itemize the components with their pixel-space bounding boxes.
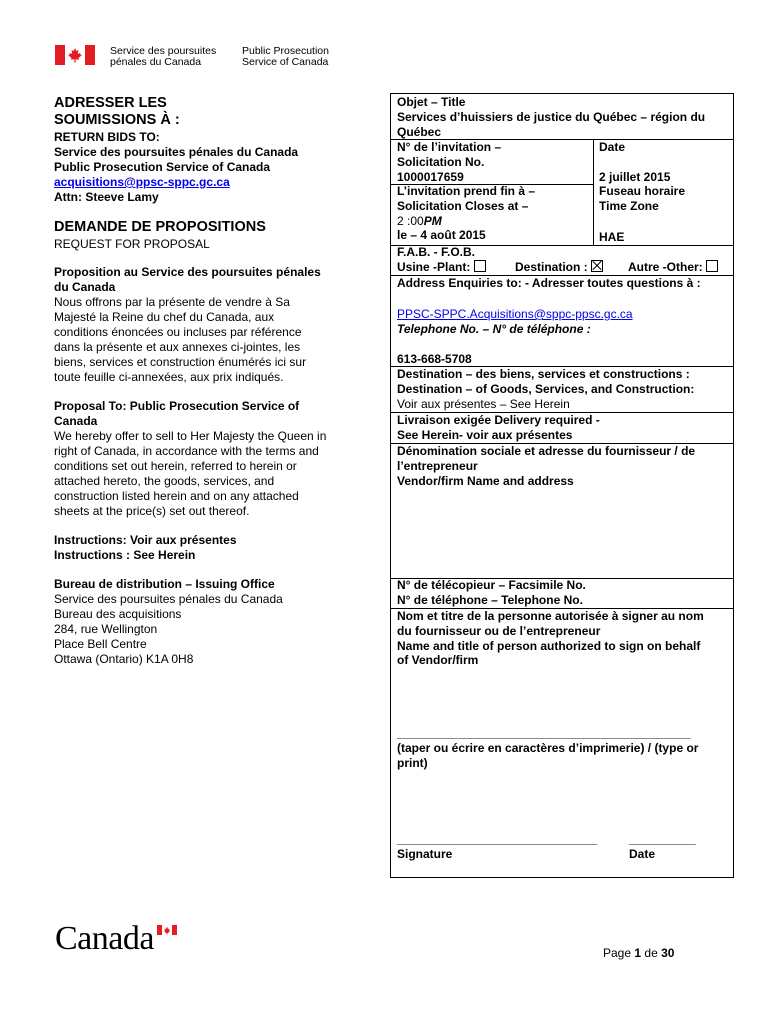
proposal-fr-block <box>54 265 364 385</box>
department-name-fr: Service des poursuites pénales du Canada <box>110 45 217 68</box>
return-email-link[interactable]: acquisitions@ppsc-sppc.gc.ca <box>54 175 230 189</box>
destination-value: Voir aux présentes – See Herein <box>397 396 570 411</box>
proposal-en-line: attached hereto, the goods, services, and <box>54 474 275 488</box>
canada-wordmark-text: Canada <box>55 920 154 957</box>
delivery-value: See Herein- voir aux présentes <box>397 427 573 442</box>
vendor-label-fr: Dénomination sociale et adresse du fournisseur / de <box>397 444 696 458</box>
issuing-office-line: Place Bell Centre <box>54 637 147 651</box>
issuing-office-line: 284, rue Wellington <box>54 622 158 636</box>
page-of: de <box>644 946 658 960</box>
proposal-en-line: conditions set out herein, referred to herein or <box>54 459 297 473</box>
issuing-office-line: Ottawa (Ontario) K1A 0H8 <box>54 652 194 666</box>
instructions-block <box>54 533 354 563</box>
proposal-fr-line: dans la présente et aux annexes ci-jointes, les <box>54 340 301 354</box>
enquiries-email-link[interactable]: PPSC-SPPC.Acquisitions@sppc-ppsc.gc.ca <box>397 307 633 321</box>
destination-fr: Destination – des biens, services et constructions : <box>397 367 690 381</box>
canada-flag-icon <box>55 45 95 65</box>
org-name-fr: Service des poursuites pénales du Canada <box>54 145 299 159</box>
solicitation-no: 1000017659 <box>397 169 464 184</box>
vendor-label-fr-2: l’entrepreneur <box>397 458 478 473</box>
delivery-label: Livraison exigée Delivery required - <box>397 413 600 427</box>
proposal-fr-line: biens, services et construction énumérés ici sur <box>54 355 307 369</box>
enquiries-label: Address Enquiries to: - Adresser toutes questions à : <box>397 276 701 290</box>
issuing-office-line: Bureau des acquisitions <box>54 607 182 621</box>
issuing-office-title: Bureau de distribution – Issuing Office <box>54 577 275 591</box>
closes-label-2: Solicitation Closes at – <box>397 198 529 213</box>
authorized-label-en: Name and title of person authorized to sign on behalf <box>397 638 701 653</box>
other-label: Autre -Other: <box>628 259 703 274</box>
authorized-label-fr-2: du fournisseur ou de l’entrepreneur <box>397 623 601 638</box>
page-number <box>603 946 674 960</box>
proposal-fr-title: Proposition au Service des poursuites pénales <box>54 265 321 279</box>
phone-label: N° de téléphone – Telephone No. <box>397 592 583 607</box>
fob-label: F.A.B. - F.O.B. <box>397 245 475 259</box>
destination-en: Destination – of Goods, Services, and Construction: <box>397 381 695 396</box>
timezone-label: Fuseau horaire <box>599 184 686 198</box>
closes-label: L’invitation prend fin à – <box>397 184 536 198</box>
closes-date: le – 4 août 2015 <box>397 228 486 243</box>
solicitation-no-label-2: Solicitation No. <box>397 154 485 169</box>
wordmark-flag-icon <box>157 925 177 935</box>
department-name-en: Public Prosecution Service of Canada <box>242 45 329 68</box>
destination-checkbox[interactable] <box>591 260 603 272</box>
timezone-value: HAE <box>599 230 625 244</box>
sign-date-label: Date <box>629 846 656 861</box>
vendor-name-field[interactable] <box>397 492 729 574</box>
rfp-title: DEMANDE DE PROPOSITIONS <box>54 219 266 235</box>
signature-line[interactable]: ______________________________ <box>397 832 598 846</box>
proposal-en-block <box>54 399 374 519</box>
proposal-fr-title-2: du Canada <box>54 280 116 294</box>
solicitation-title: Services d’huissiers de justice du Québec – région du <box>397 109 706 124</box>
issuing-office-block <box>54 577 354 667</box>
authorized-label-en-2: of Vendor/firm <box>397 653 479 668</box>
solicitation-no-label: N° de l’invitation – <box>397 140 502 154</box>
org-name-en: Public Prosecution Service of Canada <box>54 160 271 174</box>
closes-time-line <box>397 214 592 229</box>
proposal-en-title: Proposal To: Public Prosecution Service of <box>54 399 300 413</box>
proposal-fr-line: conditions énoncées ou incluses par référence <box>54 325 302 339</box>
proposal-en-line: sheets at the price(s) set out thereof. <box>54 504 250 518</box>
closes-pm: PM <box>423 213 442 228</box>
proposal-fr-line: Nous offrons par la présente de vendre à Sa <box>54 295 290 309</box>
destination-label: Destination : <box>515 259 588 274</box>
return-bids-section <box>54 95 354 205</box>
issuing-office-line: Service des poursuites pénales du Canada <box>54 592 283 606</box>
plant-checkbox[interactable] <box>474 260 486 272</box>
page-total: 30 <box>661 946 675 960</box>
fax-label: N° de télécopieur – Facsimile No. <box>397 578 586 592</box>
proposal-en-line: We hereby offer to sell to Her Majesty the Queen in <box>54 429 327 443</box>
date-value: 2 juillet 2015 <box>599 170 671 184</box>
proposal-fr-line: Majesté la Reine du chef du Canada, aux <box>54 310 275 324</box>
plant-label: Usine -Plant: <box>397 259 471 274</box>
proposal-en-line: construction listed herein and on any attached <box>54 489 299 503</box>
solicitation-box <box>390 93 734 878</box>
rfp-subtitle: REQUEST FOR PROPOSAL <box>54 237 210 251</box>
page-current: 1 <box>634 946 642 960</box>
proposal-en-line: right of Canada, in accordance with the terms and <box>54 444 319 458</box>
page-prefix: Page <box>603 946 632 960</box>
heading-soumissions: SOUMISSIONS À : <box>54 112 180 128</box>
print-name-line[interactable]: ____________________________________________ <box>397 726 691 740</box>
proposal-fr-line: toute feuille ci-annexées, aux prix indiqués. <box>54 370 284 384</box>
vendor-label-en: Vendor/firm Name and address <box>397 473 574 488</box>
heading-adresser: ADRESSER LES <box>54 95 167 111</box>
instructions-en: Instructions : See Herein <box>54 548 196 562</box>
canada-wordmark <box>55 919 154 959</box>
instructions-fr: Instructions: Voir aux présentes <box>54 533 237 547</box>
other-checkbox[interactable] <box>706 260 718 272</box>
solicitation-title-2: Québec <box>397 124 442 139</box>
authorized-label-fr: Nom et titre de la personne autorisée à signer au nom <box>397 609 704 623</box>
attn-line: Attn: Steeve Lamy <box>54 190 159 204</box>
title-label: Objet – Title <box>397 95 466 109</box>
timezone-label-2: Time Zone <box>599 198 659 213</box>
telephone-label: Telephone No. – N° de téléphone : <box>397 321 591 336</box>
telephone-number: 613-668-5708 <box>397 352 472 366</box>
closes-time: 2 :00 <box>397 213 424 228</box>
return-bids-label: RETURN BIDS TO: <box>54 130 160 144</box>
proposal-en-title-2: Canada <box>54 414 98 428</box>
signature-label: Signature <box>397 846 453 861</box>
print-label: (taper ou écrire en caractères d’imprimerie) / (type or <box>397 740 699 755</box>
print-label-2: print) <box>397 755 428 770</box>
rfp-title-block <box>54 219 354 252</box>
sign-date-line[interactable]: __________ <box>629 832 696 846</box>
date-label: Date <box>599 140 626 154</box>
